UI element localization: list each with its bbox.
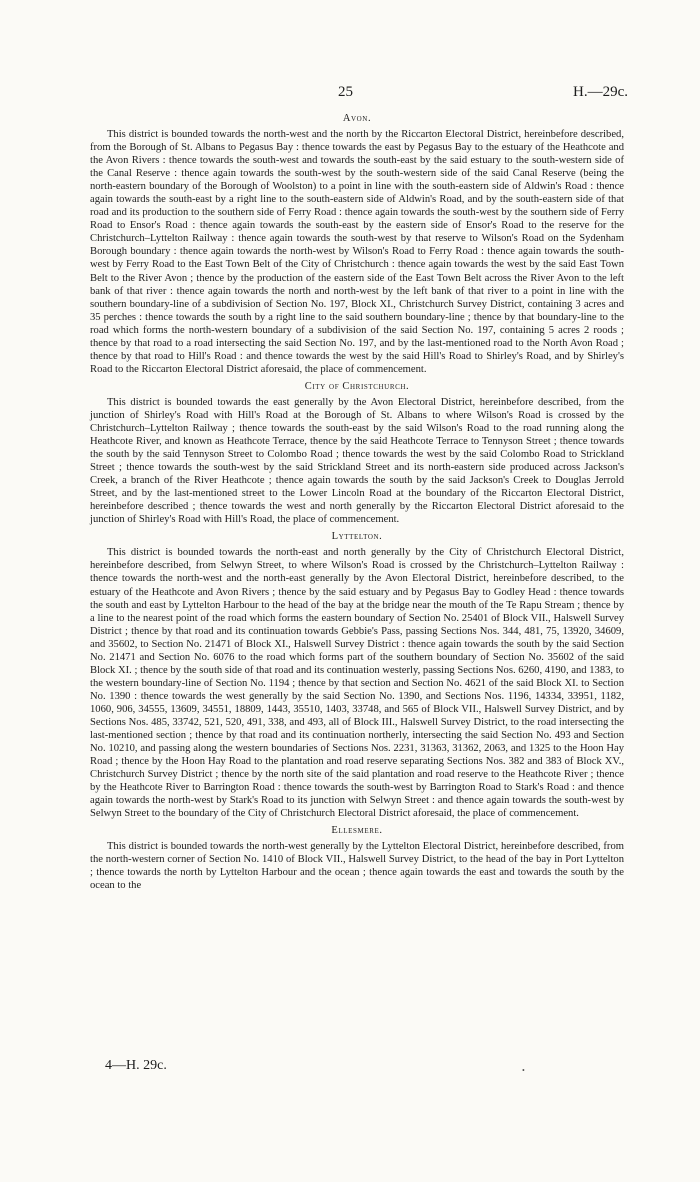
section-paragraph: This district is bounded towards the north-west and the north by the Riccarton Electoral District, hereinbefore described, from the Borough of St. Albans to Pegasus Bay : thence towards the east by Pegasus Bay to the estuary of the Heathcote and the Avon Rivers : thence towards the south-west and towards the south-east by the said estuary to the south-western side of the Canal Reserve : thence again towards the south-west by the south-western side of the said Canal Reserve (being the north-eastern boundary of the Borough of Woolston) to a point in line with the south-eastern side of Aldwin's Road : thence again towards the south-east by a right line to the south-eastern side of Aldwin's Road, and by the south-eastern side of that road and its production to the southern side of Ferry Road : thence again towards the south-west by the southern side of Ferry Road to Ensor's Road : thence again towards the south-east by the eastern side of Ensor's Road to the reserve for the Christchurch–Lyttelton Railway : thence again towards the south-west by that reserve to Wilson's Road on the Sydenham Borough boundary : thence again towards the north-west by Wilson's Road to Ferry Road : thence again towards the south-west by Ferry Road to the East Town Belt of the City of Christchurch : thence again towards the west by the said East Town Belt to the River Avon ; thence by the production of the eastern side of the East Town Belt across the River Avon to the left bank of that river : thence again towards the north and north-west by the left bank of that river to a point in line with the southern boundary-line of a subdivision of Section No. 197, Block XI., Christchurch Survey District, containing 3 acres and 35 perches : thence towards the south by a right line to the said southern boundary-line ; thence by that boundary-line to the road which forms the north-western boundary of a subdivision of the said Section No. 197, containing 5 acres 2 roods ; thence by that road to a road intersecting the said Section No. 197, and by the last-mentioned road to the North Avon Road ; thence by that road to Hill's Road : and thence towards the west by the said Hill's Road to Shirley's Road, and by Shirley's Road to the Riccarton Electoral District aforesaid, the place of commencement. (90, 129, 624, 375)
section-ellesmere (90, 824, 624, 892)
section-paragraph: This district is bounded towards the north-west generally by the Lyttelton Electoral District, hereinbefore described, from the north-western corner of Section No. 1410 of Block VII., Halswell Survey District, to the head of the bay in Port Lyttelton ; thence towards the north by Lyttelton Harbour and the ocean ; thence again towards the east and towards the south by the ocean to the (90, 841, 624, 892)
signature-mark: 4—H. 29c. (105, 1058, 167, 1073)
section-heading: Lyttelton. (331, 531, 383, 543)
print-dot: • (522, 1066, 525, 1075)
section-avon (90, 112, 624, 376)
section-heading: Avon. (342, 113, 372, 124)
section-city-of-christchurch (90, 380, 624, 526)
section-paragraph: This district is bounded towards the east generally by the Avon Electoral District, hereinbefore described, from the junction of Shirley's Road with Hill's Road at the Borough of St. Albans to where Wilson's Road is crossed by the Christchurch–Lyttelton Railway ; thence towards the south-east by the said Wilson's Road to the road running along the Heathcote River, and known as Heathcote Terrace, thence by the said Heathcote Terrace to Tennyson Street ; thence towards the south by the said Tennyson Street to Colombo Road ; thence towards the west by the said Colombo Road to Strickland Street ; thence towards the south-west by the said Strickland Street and its north-eastern side produced across Jackson's Creek, a branch of the River Heathcote ; thence again towards the south by the said Jackson's Creek to Douglas Jerrold Street, and by the last-mentioned street to the Lower Lincoln Road at the boundary of the Riccarton Electoral District, hereinbefore described ; thence towards the west and north generally by the Riccarton Electoral District aforesaid to the junction of Shirley's Road with Hill's Road, the place of commencement. (90, 396, 624, 526)
page-body (90, 112, 624, 897)
document-reference: H.—29c. (573, 84, 628, 100)
page-number: 25 (338, 84, 353, 100)
section-lyttelton (90, 530, 624, 820)
section-heading: Ellesmere. (331, 825, 383, 837)
page-header (0, 84, 700, 104)
section-heading: City of Christchurch. (304, 380, 410, 392)
section-paragraph: This district is bounded towards the north-east and north generally by the City of Christchurch Electoral District, hereinbefore described, from Selwyn Street, to where Wilson's Road is crossed by the Christchurch–Lyttelton Railway : thence towards the north-west and the north-east generally by the Avon Electoral District, hereinbefore described, to the estuary of the Heathcote and Avon Rivers ; thence by the said estuary and by Pegasus Bay to Godley Head : thence towards the south and east by Lyttelton Harbour to the head of the bay at the bridge near the mouth of the Te Rapu Stream ; thence by a line to the nearest point of the road which forms the eastern boundary of Section No. 25401 of Block VII., Halswell Survey District ; thence by that road and its continuation towards Gebbie's Pass, passing Sections Nos. 344, 481, 75, 13920, 34609, and 35602, to Section No. 21471 of Block XI., Halswell Survey District : thence again towards the south by the said Section No. 21471 and Section No. 6076 to the road which forms part of the southern boundary of Section No. 35602 of the said Block XI. ; thence by the south side of that road and its continuation westerly, passing Sections Nos. 6260, 4190, and 1383, to the western boundary-line of Section No. 1194 ; thence by that section and Section No. 4621 of the said Block XI. to Section No. 1390 : thence towards the west generally by the said Section No. 1390, and Sections Nos. 1196, 14334, 33951, 1182, 1060, 906, 34555, 13609, 34551, 18809, 1443, 35510, 1403, 33748, and 565 of Block VII., Halswell Survey District, and by Sections Nos. 485, 33742, 521, 520, 491, 338, and 493, all of Block III., Halswell Survey District, to the road intersecting the last-mentioned section ; thence by that road and its continuation northerly, intersecting the said Section No. 493 and Section No. 10210, and passing along the western boundaries of Sections Nos. 2231, 31363, 31362, 2063, and 1325 to the Hoon Hay Road ; thence by the Hoon Hay Road to the plantation and road reserve separating Sections Nos. 382 and 383 of Block XV., Christchurch Survey District ; thence by the north site of the said plantation and road reserve to the Heathcote River ; thence by the Heathcote River to Barrington Road : thence towards the south-west by Barrington Road to Stark's Road : and thence again towards the north-west by Stark's Road to its junction with Selwyn Street : and thence again towards the south-west by Selwyn Street to the boundary of the City of Christchurch Electoral District aforesaid, the place of commencement. (90, 547, 624, 820)
